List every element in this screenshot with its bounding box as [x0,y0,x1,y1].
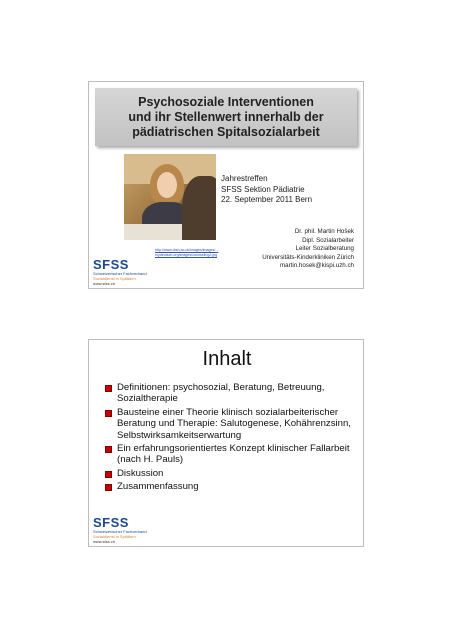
slide-title [95,88,357,146]
bullet-square-icon [105,410,112,417]
contents-slide [88,339,364,547]
list-item: Diskussion [105,468,357,479]
title-line: pädiatrischen Spitalsozialarbeit [132,124,320,139]
author-title: Dipl. Sozialarbeiter [302,236,354,244]
meeting-line: SFSS Sektion Pädiatrie [221,184,305,194]
meeting-line: 22. September 2011 Bern [221,195,313,204]
list-item: Bausteine einer Theorie klinisch sozialarbeiterischer Beratung und Therapie: Salutogenese, Kohährenzsinn, Selbstwirksamkeitserwartung [105,407,357,441]
title-line: und ihr Stellenwert innerhalb der [128,109,324,124]
meeting-info [221,174,312,206]
counseling-photo [124,154,216,240]
title-line: Psychosoziale Interventionen [138,94,314,109]
bullet-list [105,382,357,495]
sfss-logo: SFSS Schweizerischer Fachverband Sozialdienst in Spitälern www.sfss.ch [93,515,147,544]
bullet-square-icon [105,385,112,392]
list-item: Zusammenfassung [105,481,357,492]
bullet-square-icon [105,484,112,491]
author-role: Leiter Sozialberatung [295,245,354,253]
photo-source-link[interactable]: http://www.drsn.ac.uk/images/images/... mydeutsch.org/images/counseling2.jpg [155,248,219,257]
meeting-line: Jahrestreffen [221,174,268,183]
bullet-square-icon [105,446,112,453]
author-email[interactable]: martin.hosek@kispi.uzh.ch [279,262,354,270]
list-item: Ein erfahrungsorientiertes Konzept klinischer Fallarbeit (nach H. Pauls) [105,443,357,466]
sfss-logo: SFSS Schweizerischer Fachverband Sozialdienst in Spitälern www.sfss.ch [93,257,147,286]
title-slide [88,81,364,289]
author-block [262,228,354,271]
author-institution: Universitäts-Kinderkliniken Zürich [262,253,354,261]
bullet-square-icon [105,471,112,478]
author-name: Dr. phil. Martin Hošek [294,228,354,235]
list-item: Definitionen: psychosozial, Beratung, Betreuung, Sozialtherapie [105,382,357,405]
slide-heading: Inhalt [202,348,252,370]
